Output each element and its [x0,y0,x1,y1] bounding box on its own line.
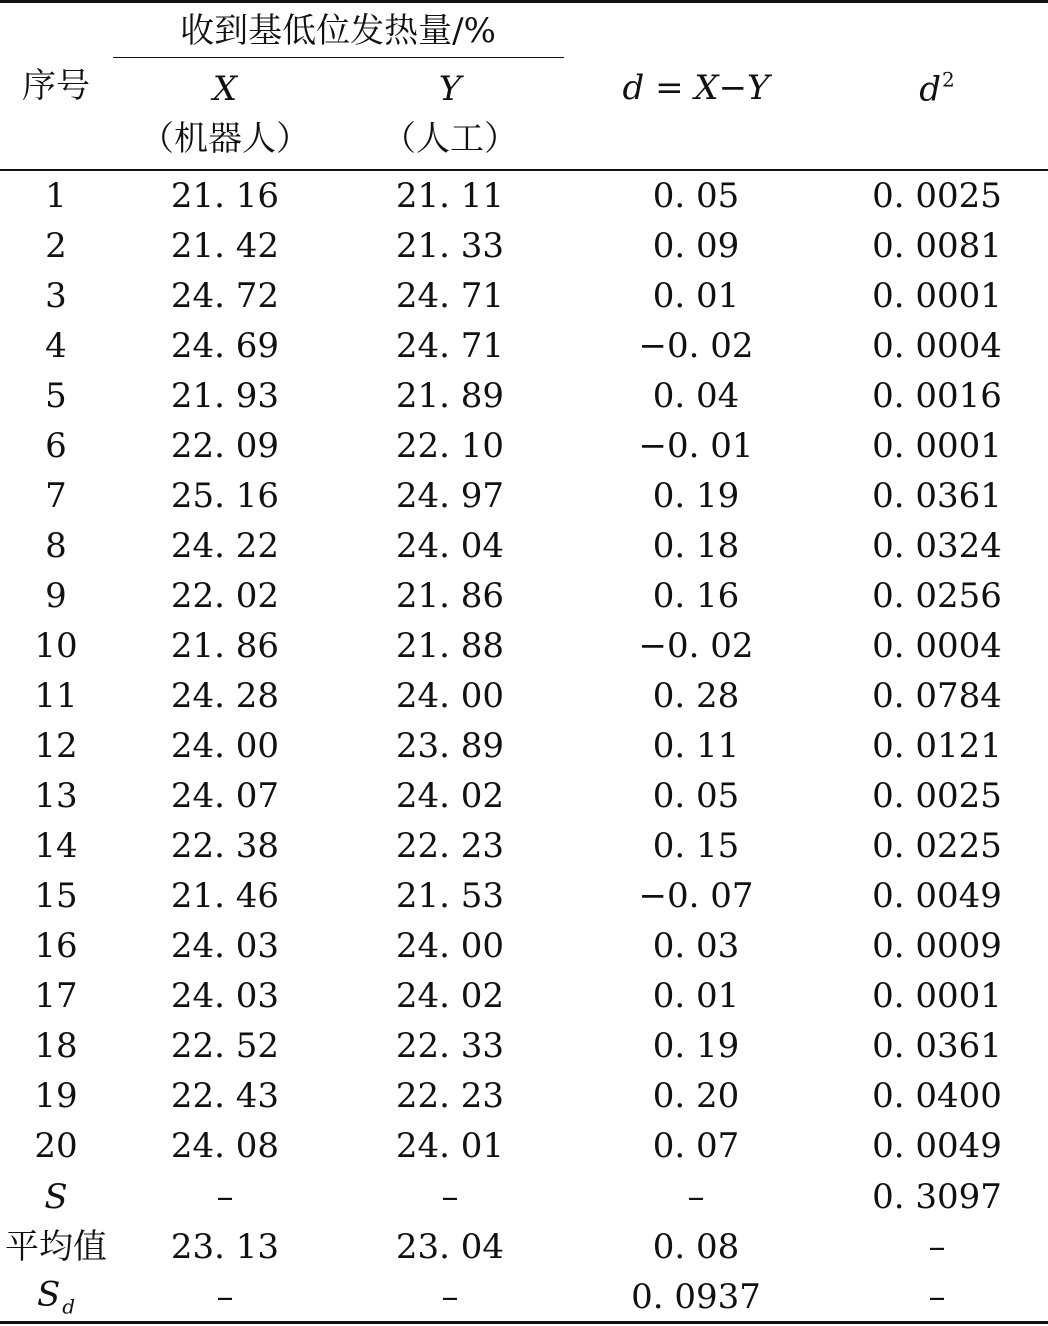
cell-y-value: 21. 53 [395,876,505,916]
cell-d-squared-value: 0. 0784 [872,676,1002,716]
cell-d-squared-value: 0. 0025 [872,176,1002,216]
summary-s-y: – [441,1177,459,1217]
summary-mean-d: 0. 08 [652,1227,740,1267]
cell-index: 19 [34,1076,78,1116]
cell-d-squared-value: 0. 0081 [872,226,1002,266]
cell-d-value: −0. 02 [638,626,754,666]
summary-sd-y: – [441,1277,459,1317]
cell-d-squared-value: 0. 0256 [872,576,1002,616]
table-row [0,221,1048,271]
cell-y-value: 21. 86 [395,576,505,616]
table-row [0,971,1048,1021]
cell-d-value: 0. 09 [652,226,740,266]
header-y-label: （人工） [382,119,518,159]
cell-d-value: 0. 19 [652,1026,740,1066]
header-d-squared-base: d [919,69,942,110]
summary-sd-label-base: S [36,1274,61,1315]
cell-index: 17 [34,976,78,1016]
cell-index: 8 [45,526,67,566]
cell-d-squared-value: 0. 0016 [872,376,1002,416]
cell-x-value: 22. 52 [170,1026,280,1066]
cell-d-value: 0. 16 [652,576,740,616]
table-row [0,571,1048,621]
cell-y-value: 21. 33 [395,226,505,266]
cell-d-value: 0. 07 [652,1126,740,1166]
cell-index: 3 [45,276,67,316]
table-row [0,371,1048,421]
header-group: 收到基低位发热量/% [180,11,496,51]
cell-y-value: 24. 97 [395,476,505,516]
cell-y-value: 24. 02 [395,776,505,816]
cell-y-value: 22. 23 [395,1076,505,1116]
cell-index: 15 [34,876,78,916]
cell-y-value: 24. 04 [395,526,505,566]
cell-d-squared-value: 0. 0004 [872,626,1002,666]
cell-d-squared-value: 0. 0004 [872,326,1002,366]
cell-x-value: 21. 93 [170,376,280,416]
table-row [0,671,1048,721]
cell-d-value: 0. 20 [652,1076,740,1116]
summary-row-s [0,1172,1048,1222]
cell-d-squared-value: 0. 0049 [872,1126,1002,1166]
table-row [0,1071,1048,1121]
cell-d-squared-value: 0. 0361 [872,476,1002,516]
group-header-rule [113,57,564,58]
cell-d-value: 0. 19 [652,476,740,516]
header-index: 序号 [22,66,90,106]
summary-s-label: S [44,1177,68,1217]
cell-d-squared-value: 0. 0049 [872,876,1002,916]
cell-d-squared-value: 0. 0001 [872,276,1002,316]
table-row [0,171,1048,221]
cell-index: 4 [45,326,67,366]
summary-mean-y: 23. 04 [395,1227,505,1267]
cell-d-value: −0. 02 [638,326,754,366]
table-row [0,521,1048,571]
table-row [0,1121,1048,1171]
summary-mean-x: 23. 13 [170,1227,280,1267]
cell-index: 7 [45,476,67,516]
cell-x-value: 24. 00 [170,726,280,766]
header-d-eq: d = X−Y [622,68,770,108]
cell-x-value: 21. 86 [170,626,280,666]
cell-d-value: 0. 18 [652,526,740,566]
table-row [0,721,1048,771]
table-row [0,921,1048,971]
cell-y-value: 22. 23 [395,826,505,866]
cell-index: 12 [34,726,78,766]
summary-sd-d2: – [928,1277,946,1317]
cell-x-value: 21. 46 [170,876,280,916]
cell-index: 14 [34,826,78,866]
cell-index: 11 [34,676,78,716]
cell-d-squared-value: 0. 0400 [872,1076,1002,1116]
table-row [0,821,1048,871]
cell-d-value: 0. 03 [652,926,740,966]
cell-d-squared-value: 0. 0009 [872,926,1002,966]
cell-d-value: 0. 11 [652,726,740,766]
cell-d-value: 0. 04 [652,376,740,416]
summary-sd-label [36,1274,76,1319]
cell-y-value: 24. 71 [395,326,505,366]
summary-sd-label-sub: d [62,1294,76,1319]
summary-mean-label: 平均值 [5,1227,107,1267]
cell-x-value: 24. 22 [170,526,280,566]
cell-d-squared-value: 0. 0361 [872,1026,1002,1066]
cell-y-value: 24. 01 [395,1126,505,1166]
cell-d-value: 0. 05 [652,776,740,816]
cell-x-value: 24. 03 [170,926,280,966]
cell-x-value: 24. 07 [170,776,280,816]
cell-index: 16 [34,926,78,966]
summary-sd-x: – [216,1277,234,1317]
cell-d-value: −0. 01 [638,426,754,466]
cell-y-value: 21. 88 [395,626,505,666]
cell-d-value: −0. 07 [638,876,754,916]
cell-index: 1 [45,176,67,216]
table-row [0,321,1048,371]
cell-x-value: 24. 08 [170,1126,280,1166]
cell-x-value: 22. 38 [170,826,280,866]
cell-index: 13 [34,776,78,816]
table-row [0,871,1048,921]
cell-d-value: 0. 15 [652,826,740,866]
cell-y-value: 22. 10 [395,426,505,466]
cell-y-value: 24. 71 [395,276,505,316]
cell-d-squared-value: 0. 0001 [872,426,1002,466]
summary-s-d2: 0. 3097 [872,1177,1002,1217]
cell-index: 18 [34,1026,78,1066]
header-x-label: （机器人） [140,119,310,159]
cell-x-value: 21. 42 [170,226,280,266]
cell-y-value: 24. 00 [395,926,505,966]
summary-row-sd [0,1272,1048,1322]
table-row [0,771,1048,821]
cell-d-squared-value: 0. 0121 [872,726,1002,766]
cell-y-value: 21. 11 [395,176,505,216]
summary-s-x: – [216,1177,234,1217]
cell-x-value: 24. 03 [170,976,280,1016]
cell-x-value: 22. 02 [170,576,280,616]
header-y-symbol: Y [438,69,462,109]
cell-index: 20 [34,1126,78,1166]
cell-index: 9 [45,576,67,616]
cell-d-squared-value: 0. 0001 [872,976,1002,1016]
summary-sd-d: 0. 0937 [631,1277,761,1317]
cell-d-squared-value: 0. 0225 [872,826,1002,866]
header-d-squared-exp: 2 [942,67,955,92]
cell-x-value: 22. 09 [170,426,280,466]
cell-x-value: 21. 16 [170,176,280,216]
table-row [0,621,1048,671]
header-d-squared [919,67,955,110]
table-row [0,471,1048,521]
table-row [0,271,1048,321]
cell-d-value: 0. 01 [652,976,740,1016]
table-top-rule [0,0,1048,3]
cell-index: 2 [45,226,67,266]
summary-row-mean [0,1222,1048,1272]
cell-d-squared-value: 0. 0025 [872,776,1002,816]
cell-d-squared-value: 0. 0324 [872,526,1002,566]
cell-x-value: 24. 28 [170,676,280,716]
cell-d-value: 0. 01 [652,276,740,316]
table-row [0,421,1048,471]
cell-x-value: 22. 43 [170,1076,280,1116]
cell-y-value: 22. 33 [395,1026,505,1066]
cell-index: 6 [45,426,67,466]
cell-y-value: 23. 89 [395,726,505,766]
cell-d-value: 0. 05 [652,176,740,216]
header-x-symbol: X [212,69,238,109]
cell-d-value: 0. 28 [652,676,740,716]
cell-index: 5 [45,376,67,416]
cell-x-value: 24. 72 [170,276,280,316]
cell-y-value: 21. 89 [395,376,505,416]
cell-x-value: 25. 16 [170,476,280,516]
cell-index: 10 [34,626,78,666]
summary-mean-d2: – [928,1227,946,1267]
table-row [0,1021,1048,1071]
cell-x-value: 24. 69 [170,326,280,366]
summary-s-d: – [687,1177,705,1217]
cell-y-value: 24. 00 [395,676,505,716]
cell-y-value: 24. 02 [395,976,505,1016]
